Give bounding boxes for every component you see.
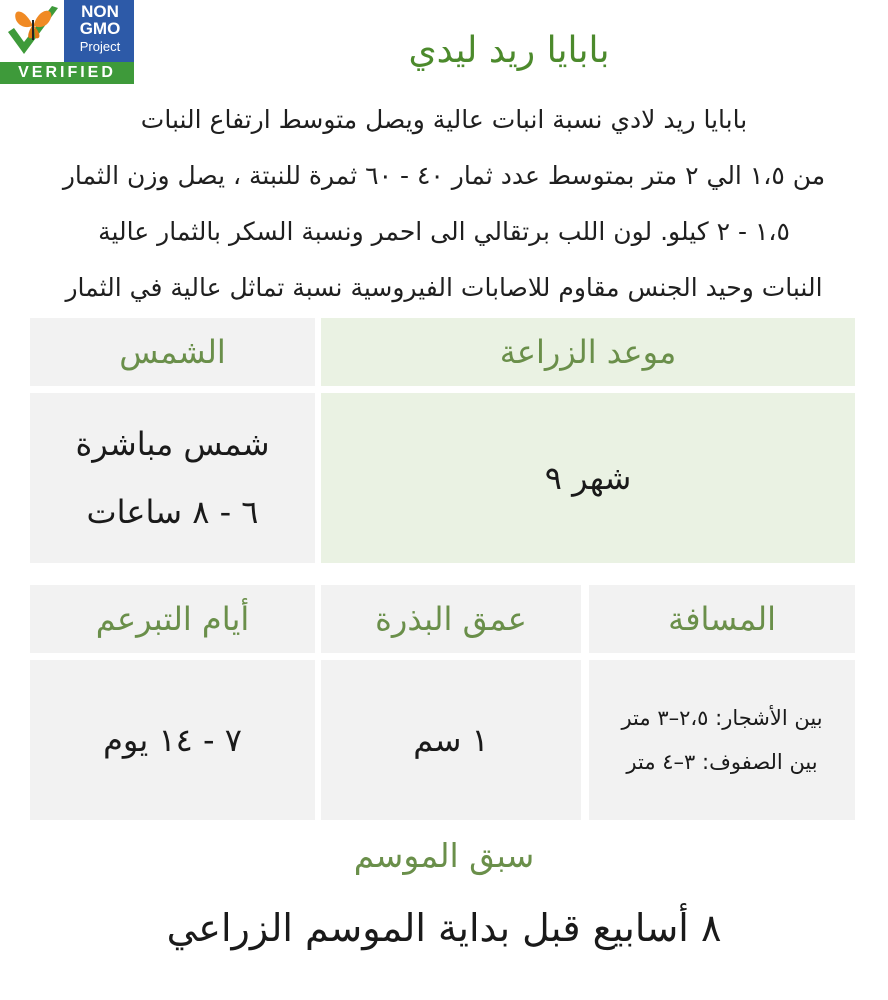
butterfly-icon: [2, 2, 64, 62]
sun-value-cell: [30, 393, 315, 563]
sun-header: الشمس: [119, 333, 226, 371]
description-line: بابايا ريد لادي نسبة انبات عالية ويصل متوسط ارتفاع النبات: [140, 105, 748, 134]
planting-value-cell: [321, 393, 855, 563]
badge-line-3: Project: [79, 39, 121, 54]
spacing-value-line2: بين الصفوف: ٣–٤ متر: [626, 750, 818, 774]
germination-value: ٧ - ١٤ يوم: [103, 721, 242, 759]
description-line: من ١،٥ الي ٢ متر بمتوسط عدد ثمار ٤٠ - ٦٠ ثمرة للنبتة ، يصل وزن الثمار: [62, 161, 826, 190]
season-label: سبق الموسم: [353, 836, 535, 875]
sun-header-cell: [30, 318, 315, 386]
germination-header-cell: [30, 585, 315, 653]
spacing-header: المسافة: [668, 600, 776, 638]
depth-value: ١ سم: [413, 721, 489, 759]
spacing-header-cell: [589, 585, 855, 653]
product-description: [8, 92, 880, 316]
page-title: بابايا ريد ليدي: [408, 30, 610, 71]
germination-value-cell: [30, 660, 315, 820]
planting-value: شهر ٩: [544, 459, 632, 497]
non-gmo-badge: [0, 0, 134, 84]
planting-header-cell: [321, 318, 855, 386]
description-line: النبات وحيد الجنس مقاوم للاصابات الفيروسية نسبة تماثل عالية في الثمار: [65, 273, 823, 302]
spacing-value-line1: بين الأشجار: ٢،٥–٣ متر: [621, 706, 823, 730]
sun-value-line2: ٦ - ٨ ساعات: [86, 493, 259, 531]
badge-line-2: GMO: [79, 19, 121, 38]
sun-value-line1: شمس مباشرة: [75, 425, 270, 463]
spacing-value-cell: [589, 660, 855, 820]
depth-value-cell: [321, 660, 581, 820]
badge-line-1: NON: [81, 2, 119, 21]
depth-header-cell: [321, 585, 581, 653]
season-value: ٨ أسابيع قبل بداية الموسم الزراعي: [166, 906, 722, 950]
badge-verified: VERIFIED: [0, 62, 134, 84]
germination-header: أيام التبرعم: [95, 600, 250, 638]
description-line: ١،٥ - ٢ كيلو. لون اللب برتقالي الى احمر ونسبة السكر بالثمار عالية: [98, 217, 790, 246]
depth-header: عمق البذرة: [375, 600, 527, 638]
planting-header: موعد الزراعة: [499, 333, 677, 371]
